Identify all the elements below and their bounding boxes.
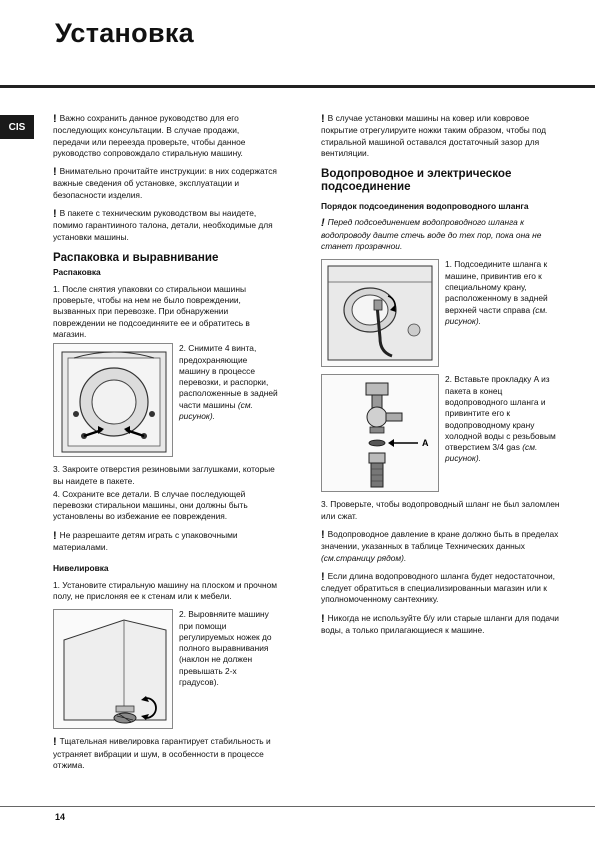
- right-column: [321, 113, 561, 643]
- subheading-unpacking: Распаковка: [53, 267, 101, 278]
- unpack-step-1: 1. После снятия упаковки со стиральнои машины проверьте, чтобы на нем не было повреждении, вызванных при перевозке. При обнаружении повреждении не подсоединяите ее и обратитесь в магазин.: [53, 283, 250, 339]
- warning-icon: !: [53, 166, 57, 179]
- paragraph-pressure: ! Водопроводное давление в кране должно быть в пределах значении, указанных в таблице Технических данных (см.страницу рядом).: [321, 528, 559, 563]
- unpack-step-4: 4. Сохраните все детали. В случае последующей перевозки стиральнои машины, они должны быть установлены во избежание ее повреждения.: [53, 488, 248, 522]
- paragraph-hose-length: ! Если длина водопроводного шланга будет недостаточнои, следует обратиться в специализированныи магазин или к уполномоченному сантехнику.: [321, 570, 555, 605]
- figure-adjustable-feet: [53, 609, 173, 729]
- warning-children: ! Не разрешаите детям играть с упаковочными материалами.: [53, 529, 238, 553]
- warning-icon: !: [53, 529, 57, 542]
- hose-step-3: 3. Проверьте, чтобы водопроводный шланг не был заломлен или сжат.: [321, 499, 560, 521]
- figure-reference: (см. рисунок).: [445, 442, 538, 464]
- warning-icon: !: [53, 113, 57, 125]
- figure-tap-gasket: [321, 374, 439, 492]
- heading-water-electric: Водопроводное и электрическое подсоединение: [321, 167, 512, 193]
- unpack-step-2: 2. Снимите 4 винта, предохраняющие машину в процессе перевозки, и распорки, расположенные в задней части машины: [179, 343, 278, 410]
- subheading-hose: Порядок подсоединения водопроводного шланга: [321, 201, 529, 212]
- page-number: 14: [55, 812, 66, 822]
- paragraph-package-contents: ! В пакете с техническим руководством вы наидете, помимо гарантииного талона, детали, необходимые для установки машины.: [53, 208, 273, 242]
- warning-icon: !: [53, 208, 57, 221]
- paragraph-no-old-hoses: ! Никогда не используйте б/у или старые шланги для подачи воды, а только прилагающиеся к машине.: [321, 612, 559, 636]
- page-title: Установка: [55, 18, 194, 48]
- figure-rear-screws: [53, 343, 173, 457]
- level-step-2: 2. Выровняите машину при помощи регулируемых ножек до полного выравнивания (наклон не должен превышать 2-х градусов).: [179, 609, 272, 687]
- paragraph-keep-manual: ! Важно сохранить данное руководство для его последующих консультации. В случае продажи, передачи или переезда проверьте, чтобы данное руководство сопровождало стиральную машину.: [53, 113, 246, 158]
- warning-icon: !: [53, 736, 57, 749]
- hose-step-1: 1. Подсоедините шланга к машине, привинтив его к специальному крану, расположенному в задней верхней части справа: [445, 259, 548, 315]
- warning-icon: !: [321, 113, 325, 125]
- figure-reference: (см. рисунок).: [179, 399, 253, 422]
- subheading-leveling: Нивелировка: [53, 563, 109, 574]
- warning-icon: !: [321, 528, 325, 541]
- footer-rule: [0, 806, 595, 807]
- tap-gasket-illustration: [322, 375, 438, 491]
- hose-step-2: 2. Вставьте прокладку A из пакета в конец водопроводного шланга и привинтите его к водопроводному крану холодной воды с резьбовым отверстием 3/4 gas: [445, 374, 556, 453]
- warning-icon: !: [321, 217, 325, 230]
- left-column: [53, 113, 278, 778]
- warning-icon: !: [321, 570, 325, 583]
- header-rule: [0, 85, 595, 88]
- gasket-label: A: [422, 438, 429, 449]
- page-reference: (см.страницу рядом).: [321, 552, 407, 563]
- unpack-step-3: 3. Закроите отверстия резиновыми заглушками, которые вы наидете в пакете.: [53, 464, 275, 486]
- leveling-note: ! Тщательная нивелировка гарантирует стабильность и устраняет вибрации и шум, в особенности в процессе отжима.: [53, 736, 271, 770]
- warning-icon: !: [321, 612, 325, 625]
- paragraph-read-instructions: ! Внимательно прочитайте инструкции: в них содержатся важные сведения об установке, эксплуатации и безопасности изделия.: [53, 166, 277, 200]
- level-step-1: 1. Установите стиральную машину на плоском и прочном полу, не прислоняя ее к стенам или к мебели.: [53, 579, 277, 601]
- paragraph-before-connecting: ! Перед подсоединением водопроводного шланга к водопроводу даите стечь воде до тех пор, пока она не станет прозрачнои.: [321, 217, 542, 252]
- feet-illustration: [54, 610, 172, 728]
- machine-rear-illustration: [54, 344, 172, 456]
- heading-unpacking-leveling: Распаковка и выравнивание: [53, 250, 219, 264]
- figure-hose-to-machine: [321, 259, 439, 367]
- language-tab: CIS: [0, 115, 34, 139]
- hose-machine-illustration: [322, 260, 438, 366]
- paragraph-carpet: ! В случае установки машины на ковер или ковровое покрытие отрегулируите ножки таким образом, чтобы под стиральной машиной оставался достаточный зазор для вентиляции.: [321, 113, 547, 158]
- figure-reference: (см. рисунок).: [445, 304, 548, 326]
